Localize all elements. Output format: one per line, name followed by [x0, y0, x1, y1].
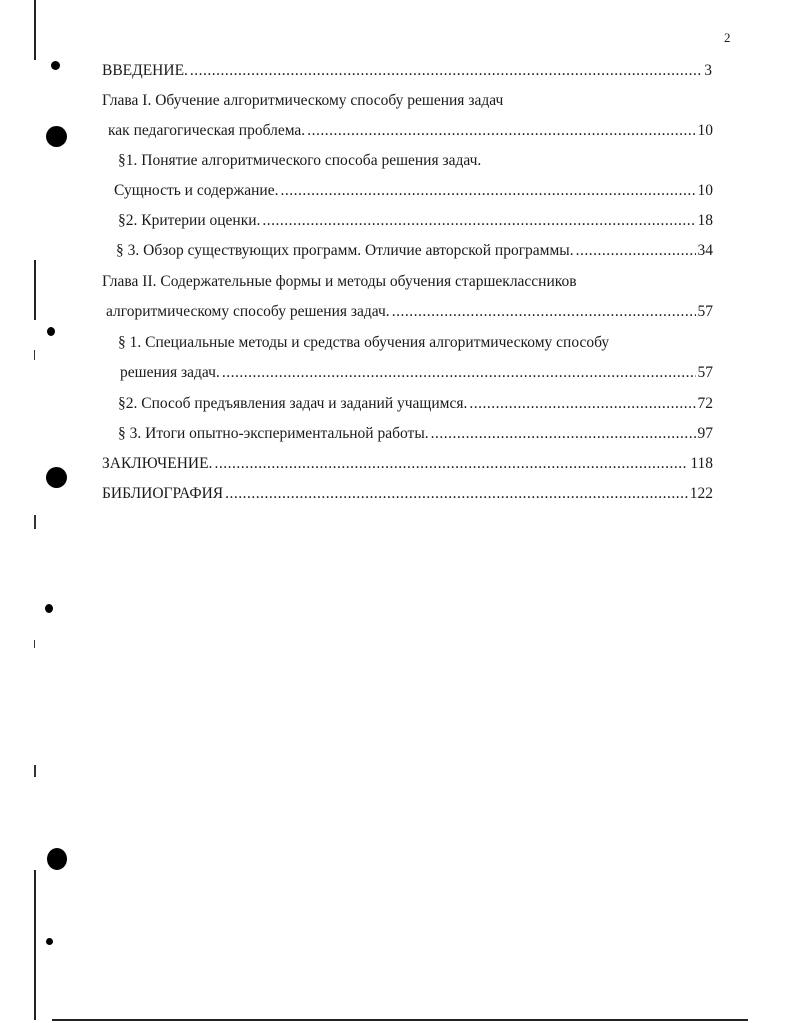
toc-entry-page: 57: [697, 303, 713, 320]
toc-section-2-1-title[interactable]: § 1. Специальные методы и средства обучения алгоритмическому способу: [118, 334, 610, 351]
dot-leader: [214, 454, 688, 474]
toc-entry-section-2-3[interactable]: [118, 424, 713, 444]
toc-entry-page: 10: [697, 122, 713, 139]
toc-chapter-1-title[interactable]: Глава I. Обучение алгоритмическому способу решения задач: [102, 92, 504, 109]
toc-section-1-1-title[interactable]: §1. Понятие алгоритмического способа решения задач.: [118, 152, 482, 169]
toc-entry-title: БИБЛИОГРАФИЯ: [102, 485, 224, 502]
toc-entry-page: 57: [697, 364, 713, 381]
toc-entry-bibliography[interactable]: [102, 484, 713, 504]
page-number: 2: [724, 30, 731, 45]
toc-entry-title: § 3. Обзор существующих программ. Отличие авторской программы.: [116, 242, 574, 259]
toc-entry-section-1-2[interactable]: [118, 211, 713, 231]
toc-entry-title: ЗАКЛЮЧЕНИЕ.: [102, 455, 213, 472]
toc-entry-title: ВВЕДЕНИЕ.: [102, 62, 188, 79]
toc-entry-chapter-2[interactable]: [106, 302, 713, 322]
dot-leader: [262, 211, 695, 231]
toc-entry-page: 18: [697, 212, 713, 229]
toc-entry-page: 72: [697, 395, 713, 412]
dot-leader: [225, 484, 688, 504]
toc-entry-section-1-1[interactable]: [114, 181, 713, 201]
toc-entry-page: 34: [697, 242, 713, 259]
toc-entry-title: §2. Критерии оценки.: [118, 212, 261, 229]
toc-chapter-2-title[interactable]: Глава II. Содержательные формы и методы обучения старшеклассников: [102, 273, 577, 290]
toc-entry-section-2-1[interactable]: [120, 363, 713, 383]
toc-entry-page: 122: [689, 485, 713, 502]
toc-entry-title: § 3. Итоги опытно-экспериментальной работы.: [118, 425, 429, 442]
dot-leader: [190, 61, 702, 81]
dot-leader: [576, 241, 696, 261]
dot-leader: [469, 394, 695, 414]
dot-leader: [280, 181, 695, 201]
toc-entry-conclusion[interactable]: [102, 454, 713, 474]
toc-entry-section-2-2[interactable]: [118, 394, 713, 414]
dot-leader: [222, 363, 696, 383]
toc-entry-chapter-1[interactable]: [108, 121, 713, 141]
dot-leader: [431, 424, 696, 444]
toc-entry-page: 3: [704, 62, 712, 79]
toc-entry-title: алгоритмическому способу решения задач.: [106, 303, 390, 320]
toc-entry-title: §2. Способ предъявления задач и заданий учащимся.: [118, 395, 468, 412]
toc-entry-page: 10: [697, 182, 713, 199]
toc-entry-title: решения задач.: [120, 364, 220, 381]
toc-entry-intro[interactable]: [102, 61, 712, 81]
dot-leader: [307, 121, 695, 141]
toc-entry-section-1-3[interactable]: [116, 241, 713, 261]
toc-entry-title: Сущность и содержание.: [114, 182, 279, 199]
toc-entry-title: как педагогическая проблема.: [108, 122, 306, 139]
toc-entry-page: 118: [690, 455, 713, 472]
dot-leader: [392, 302, 696, 322]
toc-entry-page: 97: [697, 425, 713, 442]
